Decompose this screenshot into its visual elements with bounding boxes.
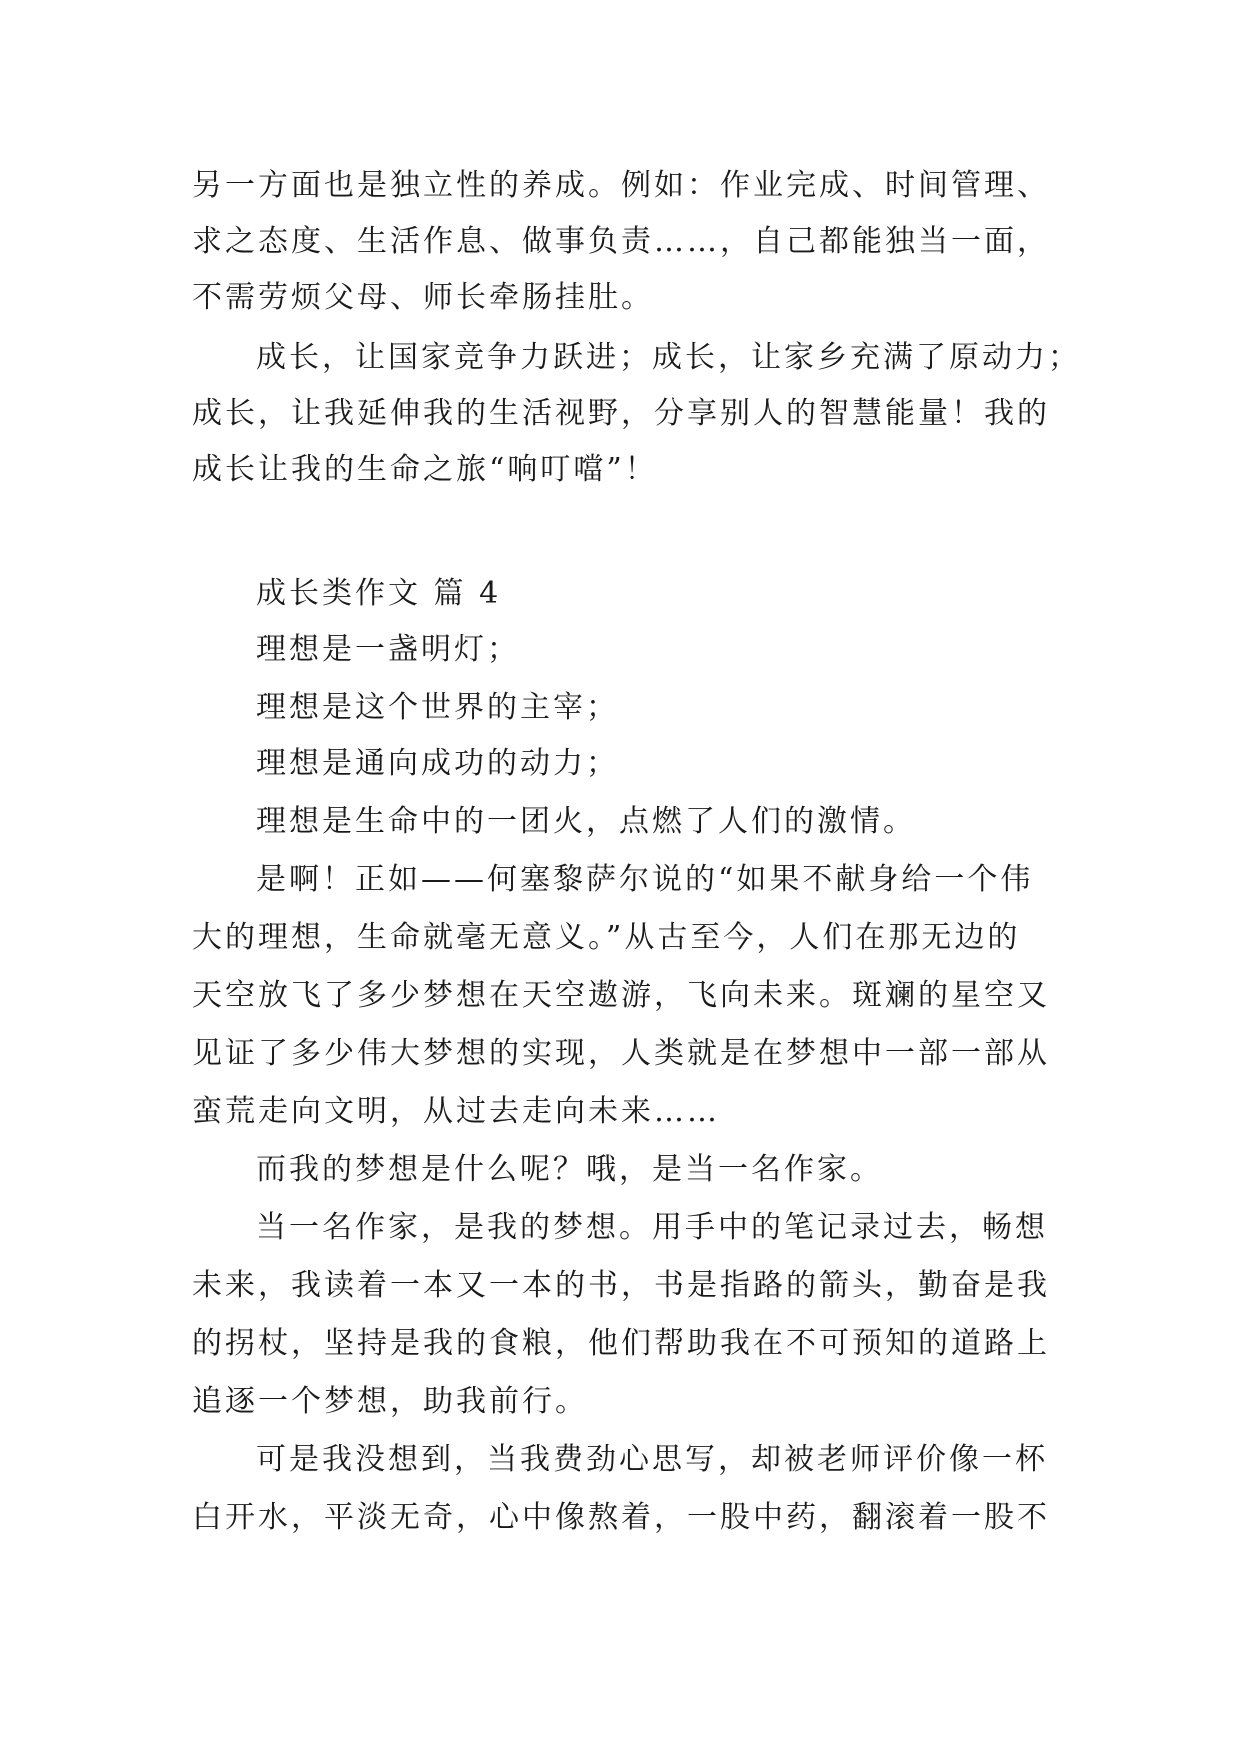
text-line: 成长，让我延伸我的生活视野，分享别人的智慧能量！我的 xyxy=(192,396,1050,431)
text-line: 理想是通向成功的动力； xyxy=(256,746,619,781)
text-line: 成长，让国家竞争力跃进；成长，让家乡充满了原动力； xyxy=(256,340,1081,375)
text-line: 理想是生命中的一团火，点燃了人们的激情。 xyxy=(256,804,916,839)
text-line: 天空放飞了多少梦想在天空遨游，飞向未来。斑斓的星空又 xyxy=(192,978,1050,1013)
text-line: 白开水，平淡无奇，心中像熬着，一股中药，翻滚着一股不 xyxy=(192,1500,1050,1535)
text-line: 理想是一盏明灯； xyxy=(256,632,520,667)
text-line: 而我的梦想是什么呢？哦，是当一名作家。 xyxy=(256,1152,883,1187)
section-heading: 成长类作文 篇 4 xyxy=(256,576,502,611)
text-line: 未来，我读着一本又一本的书，书是指路的箭头，勤奋是我 xyxy=(192,1268,1050,1303)
text-line: 理想是这个世界的主宰； xyxy=(256,690,619,725)
text-line: 的拐杖，坚持是我的食粮，他们帮助我在不可预知的道路上 xyxy=(192,1326,1050,1361)
text-line: 成长让我的生命之旅“响叮噹”！ xyxy=(192,452,658,487)
text-line: 追逐一个梦想，助我前行。 xyxy=(192,1384,588,1419)
text-line: 求之态度、生活作息、做事负责……，自己都能独当一面， xyxy=(192,224,1050,259)
text-line: 是啊！正如——何塞黎萨尔说的“如果不献身给一个伟 xyxy=(256,862,1034,897)
text-line: 大的理想，生命就毫无意义。”从古至今，人们在那无边的 xyxy=(192,920,1021,955)
text-line: 不需劳烦父母、师长牵肠挂肚。 xyxy=(192,280,654,315)
text-line: 当一名作家，是我的梦想。用手中的笔记录过去，畅想 xyxy=(256,1210,1048,1245)
text-line: 可是我没想到，当我费劲心思写，却被老师评价像一杯 xyxy=(256,1442,1048,1477)
text-line: 蛮荒走向文明，从过去走向未来…… xyxy=(192,1094,720,1129)
text-line: 另一方面也是独立性的养成。例如：作业完成、时间管理、 xyxy=(192,168,1050,203)
text-line: 见证了多少伟大梦想的实现，人类就是在梦想中一部一部从 xyxy=(192,1036,1050,1071)
